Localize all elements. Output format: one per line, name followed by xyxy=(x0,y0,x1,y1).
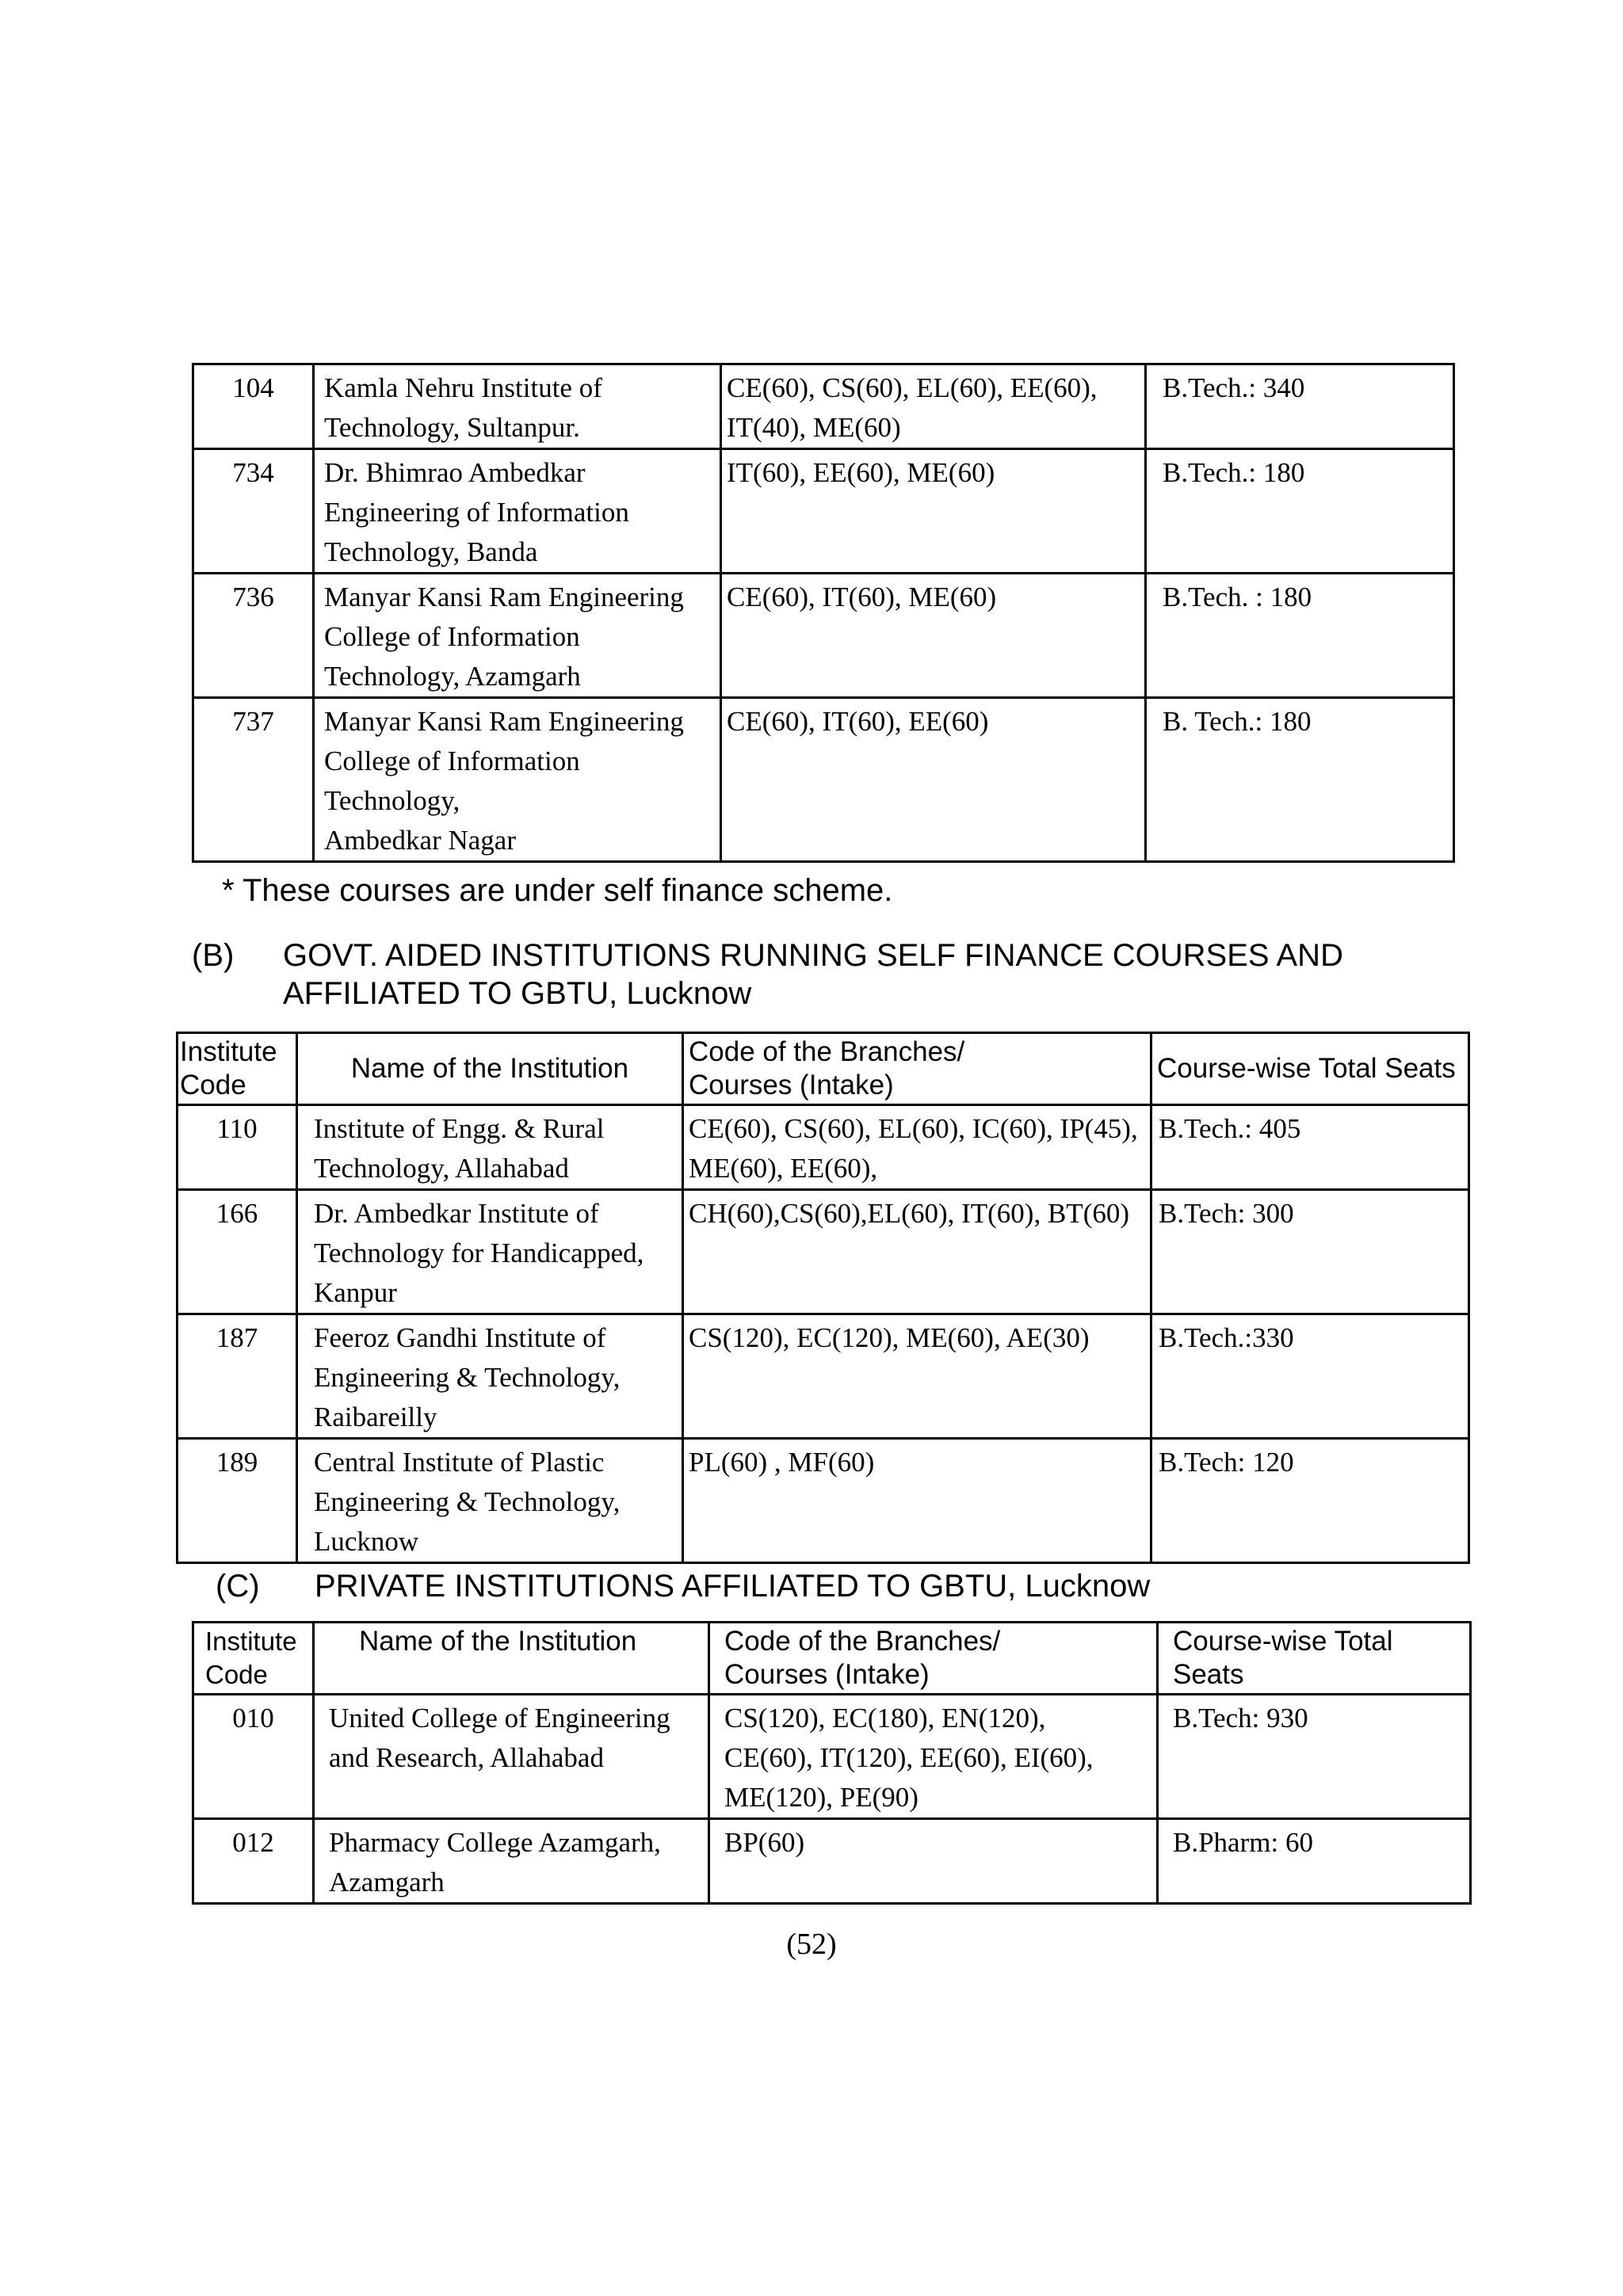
table-row xyxy=(178,1105,1469,1190)
branches-intake: CH(60),CS(60),EL(60), IT(60), BT(60) xyxy=(683,1190,1151,1314)
section-c-label: (C) xyxy=(216,1569,260,1604)
page-number: (52) xyxy=(786,1928,837,1961)
institute-code: 166 xyxy=(178,1190,297,1314)
header-branches: Code of the Branches/ Courses (Intake) xyxy=(709,1623,1158,1695)
branches-intake: CS(120), EC(120), ME(60), AE(30) xyxy=(683,1314,1151,1439)
table-row xyxy=(193,364,1454,449)
institute-code: 737 xyxy=(193,698,314,862)
total-seats: B. Tech.: 180 xyxy=(1146,698,1454,862)
table-a xyxy=(192,363,1455,863)
institution-name: Feeroz Gandhi Institute of Engineering & Technology, Raibareilly xyxy=(297,1314,683,1439)
section-b-heading-line2: AFFILIATED TO GBTU, Lucknow xyxy=(283,976,752,1011)
header-institute-code: Institute Code xyxy=(193,1623,314,1695)
institute-code: 010 xyxy=(193,1695,314,1819)
institution-name: Manyar Kansi Ram Engineering College of Information Technology, Ambedkar Nagar xyxy=(314,698,721,862)
total-seats: B.Tech.:330 xyxy=(1151,1314,1469,1439)
branches-intake: CE(60), CS(60), EL(60), EE(60), IT(40), ME(60) xyxy=(721,364,1146,449)
institution-name: Manyar Kansi Ram Engineering College of Information Technology, Azamgarh xyxy=(314,574,721,698)
table-row xyxy=(193,574,1454,698)
branches-intake: CE(60), IT(60), EE(60) xyxy=(721,698,1146,862)
total-seats: B.Tech.: 405 xyxy=(1151,1105,1469,1190)
institute-code: 736 xyxy=(193,574,314,698)
total-seats: B.Tech.: 180 xyxy=(1146,449,1454,574)
total-seats: B.Tech. : 180 xyxy=(1146,574,1454,698)
header-institution-name: Name of the Institution xyxy=(297,1033,683,1105)
institution-name: United College of Engineering and Research, Allahabad xyxy=(314,1695,709,1819)
institute-code: 189 xyxy=(178,1439,297,1563)
institute-code: 734 xyxy=(193,449,314,574)
institution-name: Institute of Engg. & Rural Technology, Allahabad xyxy=(297,1105,683,1190)
institution-name: Dr. Ambedkar Institute of Technology for Handicapped, Kanpur xyxy=(297,1190,683,1314)
institution-name: Dr. Bhimrao Ambedkar Engineering of Information Technology, Banda xyxy=(314,449,721,574)
header-total-seats: Course-wise Total Seats xyxy=(1158,1623,1471,1695)
institute-code: 110 xyxy=(178,1105,297,1190)
table-row xyxy=(178,1439,1469,1563)
branches-intake: BP(60) xyxy=(709,1819,1158,1904)
total-seats: B.Tech: 300 xyxy=(1151,1190,1469,1314)
header-institution-name: Name of the Institution xyxy=(314,1623,709,1695)
table-row xyxy=(193,698,1454,862)
table-c xyxy=(192,1621,1472,1905)
institution-name: Kamla Nehru Institute of Technology, Sultanpur. xyxy=(314,364,721,449)
total-seats: B.Tech: 120 xyxy=(1151,1439,1469,1563)
table-row xyxy=(193,1695,1471,1819)
section-c-heading: PRIVATE INSTITUTIONS AFFILIATED TO GBTU, Lucknow xyxy=(315,1569,1151,1604)
branches-intake: IT(60), EE(60), ME(60) xyxy=(721,449,1146,574)
table-row xyxy=(193,449,1454,574)
table-header-row xyxy=(193,1623,1471,1695)
self-finance-note: * These courses are under self finance scheme. xyxy=(222,873,893,908)
institution-name: Pharmacy College Azamgarh, Azamgarh xyxy=(314,1819,709,1904)
branches-intake: CS(120), EC(180), EN(120), CE(60), IT(120), EE(60), EI(60), ME(120), PE(90) xyxy=(709,1695,1158,1819)
table-header-row xyxy=(178,1033,1469,1105)
header-total-seats: Course-wise Total Seats xyxy=(1151,1033,1469,1105)
branches-intake: PL(60) , MF(60) xyxy=(683,1439,1151,1563)
total-seats: B.Pharm: 60 xyxy=(1158,1819,1471,1904)
institution-name: Central Institute of Plastic Engineering & Technology, Lucknow xyxy=(297,1439,683,1563)
institute-code: 187 xyxy=(178,1314,297,1439)
institute-code: 012 xyxy=(193,1819,314,1904)
table-row xyxy=(178,1190,1469,1314)
table-b xyxy=(176,1032,1470,1564)
total-seats: B.Tech.: 340 xyxy=(1146,364,1454,449)
institute-code: 104 xyxy=(193,364,314,449)
section-b-heading-line1: GOVT. AIDED INSTITUTIONS RUNNING SELF FINANCE COURSES AND xyxy=(283,938,1343,973)
header-branches: Code of the Branches/ Courses (Intake) xyxy=(683,1033,1151,1105)
branches-intake: CE(60), IT(60), ME(60) xyxy=(721,574,1146,698)
table-row xyxy=(178,1314,1469,1439)
total-seats: B.Tech: 930 xyxy=(1158,1695,1471,1819)
branches-intake: CE(60), CS(60), EL(60), IC(60), IP(45), ME(60), EE(60), xyxy=(683,1105,1151,1190)
header-institute-code: Institute Code xyxy=(178,1033,297,1105)
section-b-label: (B) xyxy=(192,938,235,973)
table-row xyxy=(193,1819,1471,1904)
